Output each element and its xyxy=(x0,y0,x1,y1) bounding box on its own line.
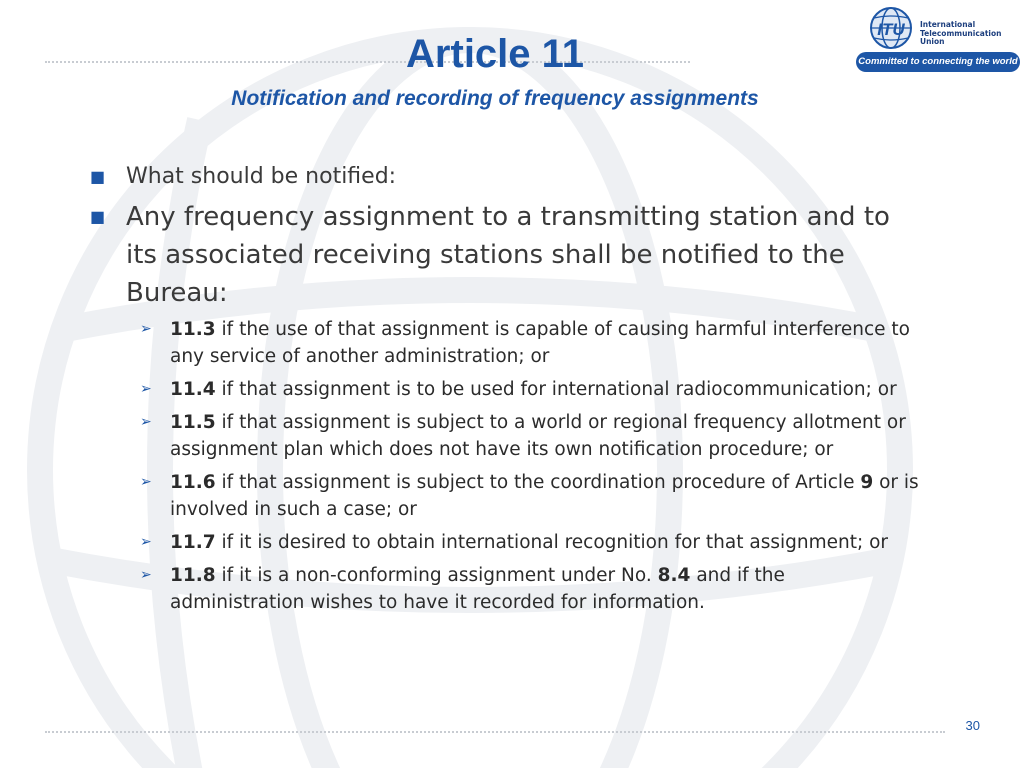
sub-bullet-text: if it is a non-conforming assignment under No. xyxy=(215,565,658,586)
sub-bullet-item xyxy=(90,409,920,463)
sub-bullet-item xyxy=(90,529,920,556)
sub-bullet-item xyxy=(90,562,920,616)
sub-bullet-text: or is involved in such a case; or xyxy=(170,472,919,520)
provision-number: 11.5 xyxy=(170,412,216,433)
itu-org-name xyxy=(920,21,1002,47)
slide-content xyxy=(90,160,920,622)
sub-bullet-item xyxy=(90,316,920,370)
itu-emblem-text: ITU xyxy=(877,20,905,39)
arrow-bullet-icon: ➢ xyxy=(140,414,152,430)
arrow-bullet-icon: ➢ xyxy=(140,534,152,550)
provision-number: 11.3 xyxy=(170,319,216,340)
provision-number: 11.6 xyxy=(170,472,216,493)
org-line: International xyxy=(920,20,976,29)
sub-bullet-text: if that assignment is subject to a world or regional frequency allotment or assignment plan which does not have its own notification procedure; or xyxy=(170,412,906,460)
org-line: Telecommunication xyxy=(920,28,1002,38)
sub-bullet-text: and if the administration wishes to have it recorded for information. xyxy=(170,565,785,613)
provision-number: 11.7 xyxy=(170,532,216,553)
sub-bullet-text: if it is desired to obtain international recognition for that assignment; or xyxy=(215,532,889,553)
org-line: Union xyxy=(920,37,945,46)
itu-globe-icon xyxy=(864,4,918,52)
sub-bullet-text: if the use of that assignment is capable of causing harmful interference to any service of another administration; or xyxy=(170,319,910,367)
arrow-bullet-icon: ➢ xyxy=(140,321,152,337)
square-bullet-icon: ■ xyxy=(90,207,106,226)
sub-bullet-item xyxy=(90,469,920,523)
provision-number: 11.4 xyxy=(170,379,216,400)
square-bullet-icon: ■ xyxy=(90,167,106,186)
bullet-text: Any frequency assignment to a transmitting station and to its associated receiving stations shall be notified to the Bureau: xyxy=(126,202,890,308)
bullet-item xyxy=(90,160,920,194)
bullet-text: What should be notified: xyxy=(126,164,397,189)
sub-bullet-item xyxy=(90,376,920,403)
sub-bullet-text: if that assignment is subject to the coordination procedure of Article xyxy=(215,472,861,493)
bullet-item xyxy=(90,198,920,312)
page-number: 30 xyxy=(965,718,980,733)
bottom-divider xyxy=(45,731,945,733)
itu-tagline: Committed to connecting the world xyxy=(856,52,1020,72)
sub-bullet-text: if that assignment is to be used for international radiocommunication; or xyxy=(215,379,897,400)
provision-number: 11.8 xyxy=(170,565,216,586)
itu-logo xyxy=(852,4,1022,74)
arrow-bullet-icon: ➢ xyxy=(140,381,152,397)
arrow-bullet-icon: ➢ xyxy=(140,567,152,583)
slide-title: Article 11 xyxy=(406,32,584,76)
arrow-bullet-icon: ➢ xyxy=(140,474,152,490)
slide-subtitle: Notification and recording of frequency assignments xyxy=(231,87,759,110)
article-reference: 9 xyxy=(860,472,874,493)
provision-reference: 8.4 xyxy=(657,565,691,586)
